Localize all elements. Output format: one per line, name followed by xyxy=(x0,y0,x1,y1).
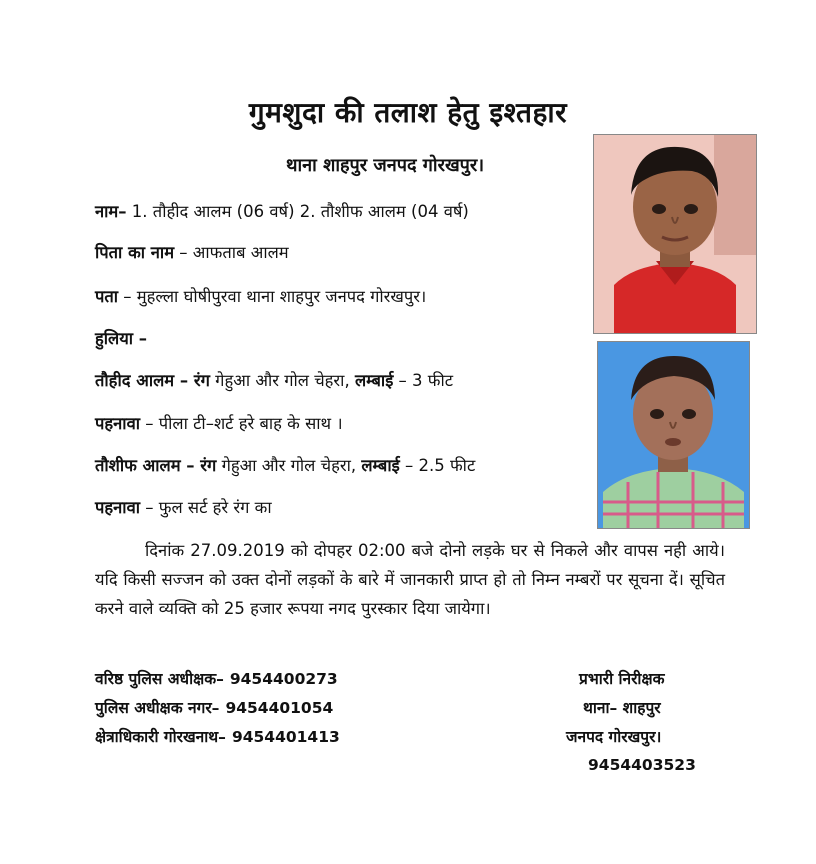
contact-row xyxy=(95,725,340,747)
signer-district: जनपद गोरखपुर। xyxy=(566,728,662,746)
father-label: पिता का नाम xyxy=(95,243,175,262)
child1-dress-label: पहनावा xyxy=(95,414,141,433)
signer-station: थाना– शाहपुर xyxy=(583,699,661,717)
child1-description xyxy=(95,368,453,391)
child1-photo xyxy=(593,134,757,334)
child2-description xyxy=(95,453,475,476)
child2-colour-value: गेहुआ और गोल चेहरा, xyxy=(216,456,362,475)
signer-phone[interactable]: 9454403523 xyxy=(588,756,696,774)
contact-phone[interactable]: 9454400273 xyxy=(229,670,338,688)
contact-phone[interactable]: 9454401054 xyxy=(225,699,334,717)
child2-colour-label: – रंग xyxy=(180,456,217,475)
child1-name: तौहीद आलम xyxy=(95,371,175,390)
child1-height-label: लम्बाई xyxy=(354,371,394,390)
child2-height-value: – 2.5 फीट xyxy=(399,456,476,475)
contact-designation: पुलिस अधीक्षक नगर– xyxy=(95,699,220,717)
contact-designation: वरिष्ठ पुलिस अधीक्षक– xyxy=(95,670,224,688)
address-value: – मुहल्ला घोषीपुरवा थाना शाहपुर जनपद गोरखपुर। xyxy=(118,287,427,306)
child1-height-value: – 3 फीट xyxy=(393,371,454,390)
signer-title: प्रभारी निरीक्षक xyxy=(579,670,665,688)
child2-height-label: लम्बाई xyxy=(361,456,400,475)
child2-name: तौशीफ आलम xyxy=(95,456,181,475)
name-line xyxy=(95,199,469,222)
contact-designation: क्षेत्राधिकारी गोरखनाथ– xyxy=(95,728,226,746)
father-value: – आफताब आलम xyxy=(174,243,289,262)
child2-dress xyxy=(95,495,272,518)
child1-dress-value: – पीला टी–शर्ट हरे बाह के साथ । xyxy=(140,414,343,433)
child1-colour-label: – रंग xyxy=(174,371,210,390)
child1-dress xyxy=(95,411,343,434)
child1-colour-value: गेहुआ और गोल चेहरा, xyxy=(209,371,355,390)
child2-dress-label: पहनावा xyxy=(95,498,141,517)
name-label: नाम– xyxy=(95,202,127,221)
address-line xyxy=(95,284,426,307)
contact-row xyxy=(95,667,338,689)
contact-phone[interactable]: 9454401413 xyxy=(231,728,340,746)
name-value: 1. तौहीद आलम (06 वर्ष) 2. तौशीफ आलम (04 वर्ष) xyxy=(126,202,469,221)
police-station-subtitle: थाना शाहपुर जनपद गोरखपुर। xyxy=(286,155,485,176)
child2-photo xyxy=(597,341,750,529)
contact-row xyxy=(95,696,333,718)
description-heading: हुलिया – xyxy=(95,329,148,348)
notice-paragraph: दिनांक 27.09.2019 को दोपहर 02:00 बजे दोनो लड़के घर से निकले और वापस नही आये। यदि किसी सज्जन को उक्त दोनों लड़कों के बारे में जानकारी प्राप्त हो तो निम्न नम्बरों पर सूचना दें। सूचित करने वाले व्यक्ति को 25 हजार रूपया नगद पुरस्कार दिया जायेगा। xyxy=(95,541,725,618)
child2-dress-value: – फुल सर्ट हरे रंग का xyxy=(140,498,272,517)
poster-title: गुमशुदा की तलाश हेतु इश्तहार xyxy=(248,96,568,129)
address-label: पता xyxy=(95,287,119,306)
father-line xyxy=(95,240,289,263)
